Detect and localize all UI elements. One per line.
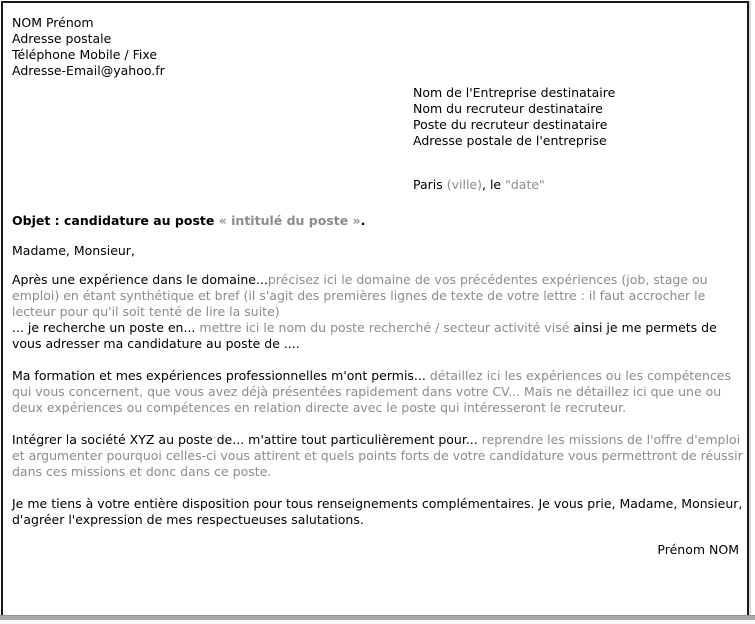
subject-placeholder: « intitulé du poste » <box>218 213 361 228</box>
sender-phone: Téléphone Mobile / Fixe <box>12 47 158 62</box>
sender-email: Adresse-Email@yahoo.fr <box>12 63 165 78</box>
closing-paragraph: Je me tiens à votre entière disposition pour tous renseignements complémentaires. Je vous prie, Madame, Monsieur, d'agréer l'expression de mes respectueuses salutations. <box>12 496 743 527</box>
recipient-company: Nom de l'Entreprise destinataire <box>413 85 616 100</box>
paragraph-experience <box>12 272 745 352</box>
recipient-recruiter-name: Nom du recruteur destinataire <box>413 101 603 116</box>
paragraph2-placeholder: détaillez ici les expériences ou les compétences qui vous concernent, que vous avez déjà présentées rapidement dans votre CV... Mais ne détaillez ici que une ou deux expériences ou compétences en relation directe avec le poste qui intéresseront le recruteur. <box>12 368 731 415</box>
paragraph1-candidature: ainsi je me permets de vous adresser ma candidature au poste de .... <box>12 320 717 351</box>
paragraph1-placeholder-domain: précisez ici le domaine de vos précédentes expériences (job, stage ou emploi) en étant synthétique et bref (il s'agit des premières lignes de texte de votre lettre : il faut accrocher le lecteur pour qu'il soit tenté de lire la suite) <box>12 272 708 319</box>
dateline-city: Paris <box>413 177 447 192</box>
sender-name: NOM Prénom <box>12 15 94 30</box>
paragraph3-placeholder: reprendre les missions de l'offre d'emploi et argumenter pourquoi celles-ci vous attirent et quels points forts de votre candidature vous permettront de réussir dans ces missions et donc dans ce poste. <box>12 432 743 479</box>
recipient-recruiter-title: Poste du recruteur destinataire <box>413 117 608 132</box>
sender-block <box>12 15 745 79</box>
paragraph1-lead: Après une expérience dans le domaine... <box>12 272 268 287</box>
letter-page <box>1 1 749 615</box>
paragraph-formation <box>12 368 745 416</box>
paragraph-integrer <box>12 432 745 480</box>
dateline-separator: , le <box>482 177 506 192</box>
signature-name: Prénom NOM <box>657 542 739 557</box>
paragraph3-lead: Intégrer la société XYZ au poste de... m'attire tout particulièrement pour... <box>12 432 482 447</box>
dateline-date-placeholder: "date" <box>505 177 545 192</box>
subject-period: . <box>360 213 366 228</box>
paragraph2-lead: Ma formation et mes expériences professionnelles m'ont permis... <box>12 368 430 383</box>
subject-main: Objet : candidature au poste <box>12 213 219 228</box>
paragraph1-placeholder-post: mettre ici le nom du poste recherché / secteur activité visé <box>199 320 574 335</box>
dateline-city-placeholder: (ville) <box>446 177 482 192</box>
paragraph1-search: ... je recherche un poste en... <box>12 320 200 335</box>
salutation: Madame, Monsieur, <box>12 243 135 258</box>
recipient-company-address: Adresse postale de l'entreprise <box>413 133 607 148</box>
dateline <box>413 177 745 193</box>
recipient-block <box>413 85 745 149</box>
sender-address: Adresse postale <box>12 31 112 46</box>
subject-line <box>12 213 745 229</box>
page-bottom-shadow <box>0 620 755 624</box>
